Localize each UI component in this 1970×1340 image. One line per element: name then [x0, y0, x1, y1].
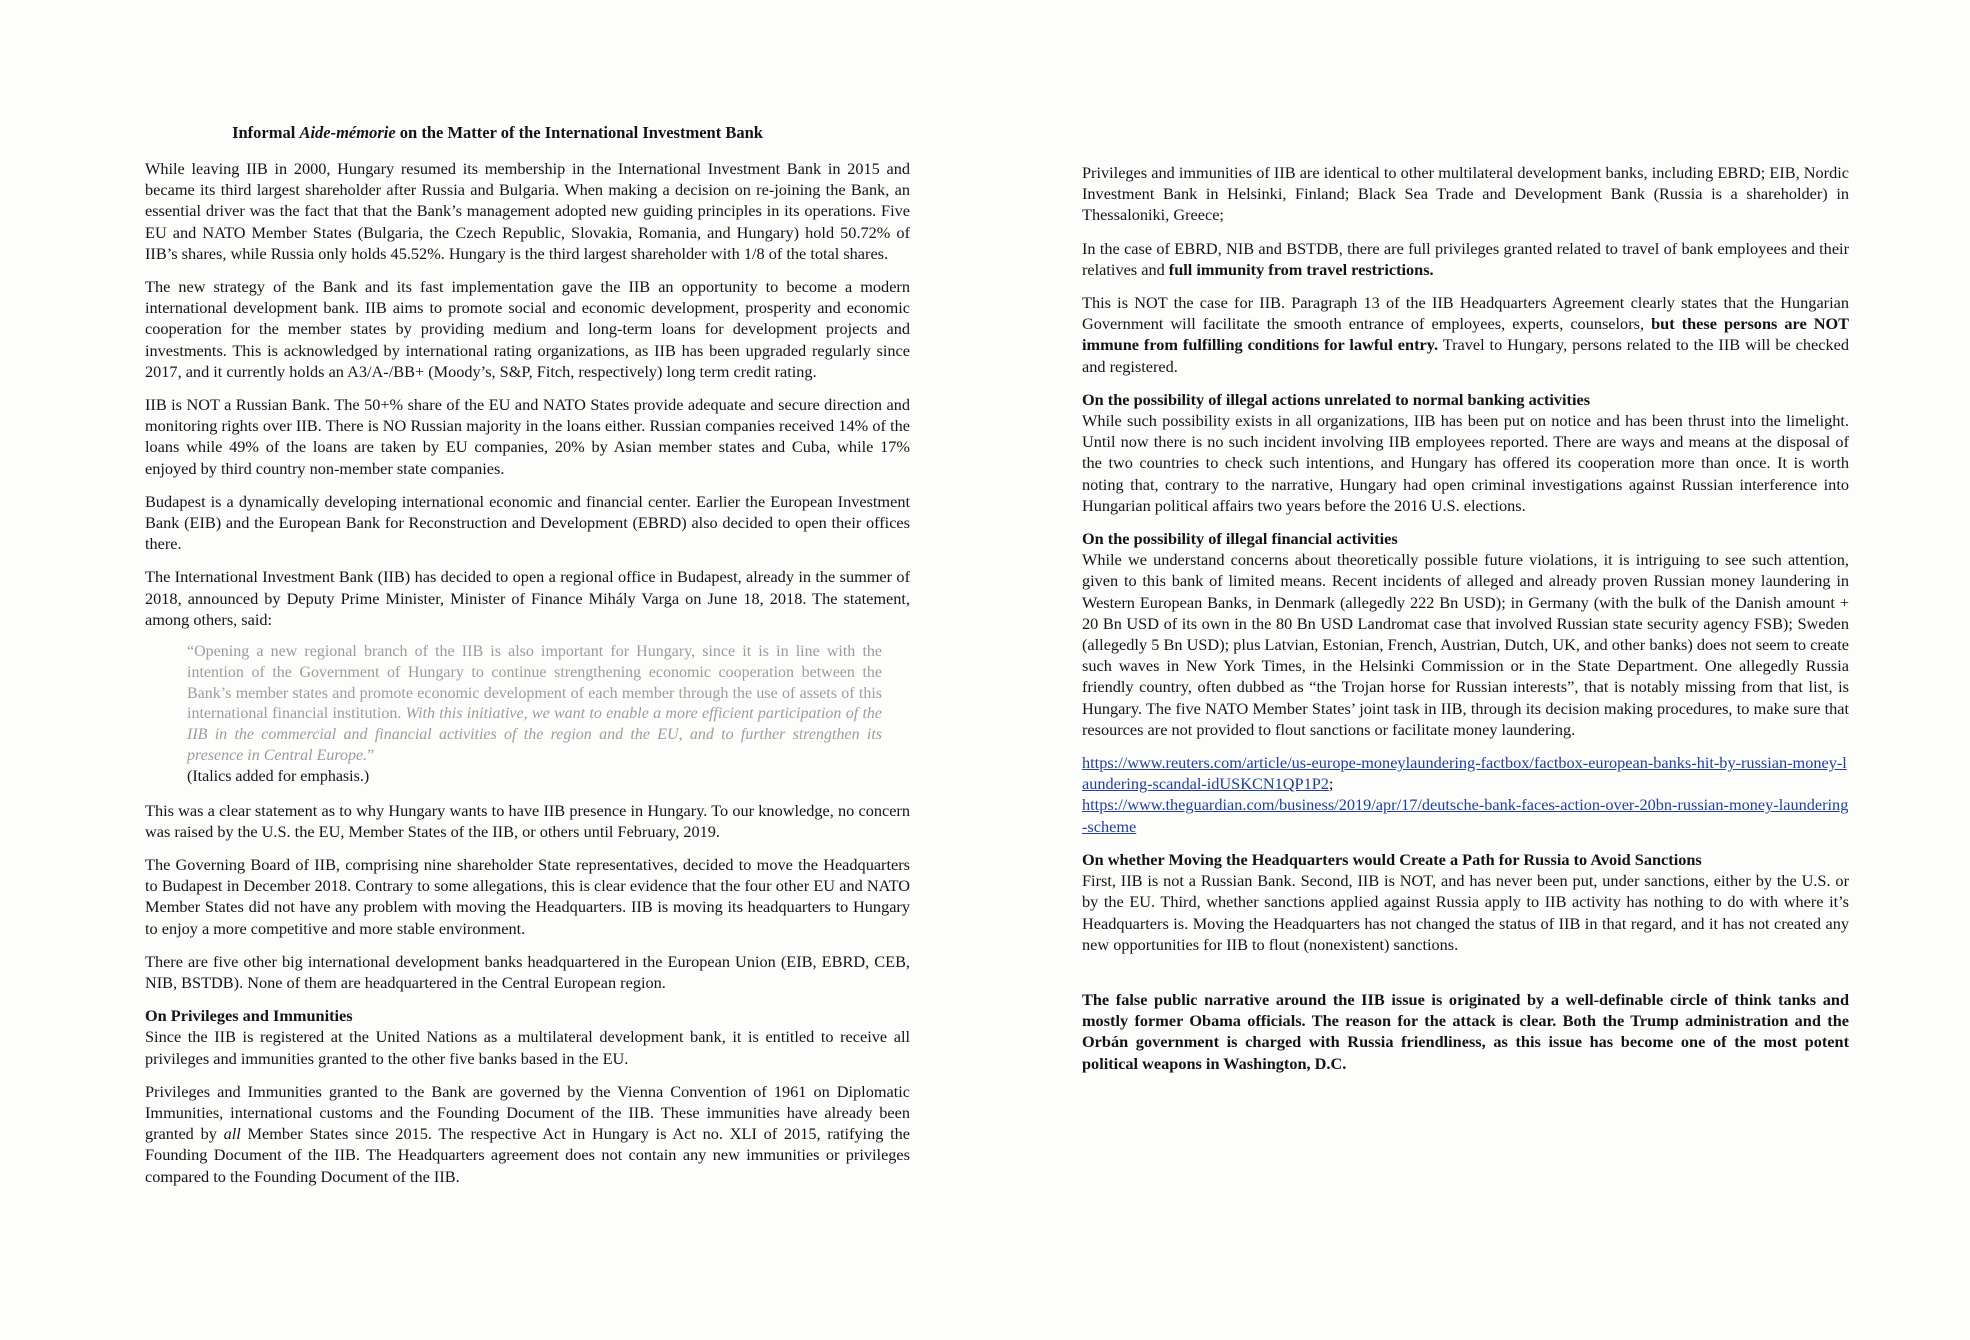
paragraph: The new strategy of the Bank and its fast implementation gave the IIB an opportunity to become a modern international development bank. IIB aims to promote social and economic development, prosperity and economic cooperation for the member states by providing medium and long-term loans for development projects and investments. This is acknowledged by international rating organizations, as IIB has been upgraded regularly since 2017, and it currently holds an A3/A-/BB+ (Moody’s, S&P, Fitch, respectively) long term credit rating.	[145, 277, 910, 381]
section-heading: On Privileges and Immunities	[145, 1006, 353, 1026]
block-quote	[187, 642, 882, 788]
paragraph-bold: but these persons are NOT immune from fulfilling conditions for lawful entry.	[1082, 314, 1849, 355]
paragraph-italic: all	[223, 1124, 241, 1144]
quote-italic-text: With this initiative, we want to enable a more efficient participation of the IIB in the commercial and financial activities of the region and the EU, and to further strengthen its presence in Central Europe.	[187, 705, 882, 765]
paragraph	[1082, 238, 1849, 280]
section-heading: On the possibility of illegal financial activities	[1082, 529, 1398, 549]
left-page	[145, 122, 910, 1187]
paragraph-text: Member States since 2015. The respective Act in Hungary is Act no. XLI of 2015, ratifying the Founding Document of the IIB. The Headquarters agreement does not contain any new immunities or privileges compared to the Founding Document of the IIB.	[145, 1124, 911, 1186]
paragraph: Budapest is a dynamically developing international economic and financial center. Earlier the European Investment Bank (EIB) and the European Bank for Reconstruction and Development (EBRD) also decided to open their offices there.	[145, 491, 910, 554]
right-page	[1082, 162, 1849, 1074]
paragraph-text: Travel to Hungary, persons related to the IIB will be checked and registered.	[1082, 335, 1849, 376]
paragraph: While such possibility exists in all organizations, IIB has been put on notice and has been thrust into the limelight. Until now there is no such incident involving IIB employees reported. There are ways and means at the disposal of the two countries to check such intentions, and Hungary has offered its cooperation more than once. It is worth noting that, contrary to the narrative, Hungary had open criminal investigations against Russian interference into Hungarian political affairs two years before the 2016 U.S. elections.	[1082, 411, 1849, 515]
paragraph: This was a clear statement as to why Hungary wants to have IIB presence in Hungary. To our knowledge, no concern was raised by the U.S. the EU, Member States of the IIB, or others until February, 2019.	[145, 800, 910, 841]
document-title	[145, 122, 910, 143]
paragraph: Privileges and immunities of IIB are identical to other multilateral development banks, including EBRD; EIB, Nordic Investment Bank in Helsinki, Finland; Black Sea Trade and Development Bank (Russia is a shareholder) in Thessaloniki, Greece;	[1082, 163, 1849, 225]
paragraph: First, IIB is not a Russian Bank. Second, IIB is NOT, and has never been put, under sanctions, either by the U.S. or by the EU. Third, whether sanctions applied against Russia apply to IIB activity has nothing to do with where it’s Headquarters is. Moving the Headquarters has not changed the status of IIB in that regard, and it has not created any new opportunities for IIB to flout (nonexistent) sanctions.	[1082, 871, 1849, 954]
quote-text: “Opening a new regional branch of the IIB is also important for Hungary, since it is in line with the intention of the Government of Hungary to continue strengthening economic cooperation between the Bank’s member states and promote economic development of each member through the use of assets of this international financial institution.	[187, 643, 882, 723]
paragraph: There are five other big international development banks headquartered in the European Union (EIB, EBRD, CEB, NIB, BSTDB). None of them are headquartered in the Central European region.	[145, 951, 910, 993]
reuters-link[interactable]: https://www.reuters.com/article/us-europe-moneylaundering-factbox/factbox-european-banks-hit-by-russian-money-laundering-scandal-idUSKCN1QP1P2	[1082, 753, 1847, 794]
paragraph: The International Investment Bank (IIB) has decided to open a regional office in Budapest, already in the summer of 2018, announced by Deputy Prime Minister, Minister of Finance Mihály Varga on June 18, 2018. The statement, among others, said:	[145, 567, 910, 629]
title-text: Informal	[232, 123, 300, 142]
link-separator: ;	[1328, 774, 1334, 794]
paragraph: IIB is NOT a Russian Bank. The 50+% share of the EU and NATO States provide adequate and secure direction and monitoring rights over IIB. There is NO Russian majority in the loans either. Russian companies received 14% of the loans while 49% of the loans are taken by EU companies, 20% by Asian member states and Cuba, while 17% enjoyed by third country non-member state companies.	[145, 395, 910, 478]
paragraph: Since the IIB is registered at the United Nations as a multilateral development bank, it is entitled to receive all privileges and immunities granted to the other five banks based in the EU.	[145, 1027, 910, 1068]
section-heading: On the possibility of illegal actions unrelated to normal banking activities	[1082, 389, 1591, 409]
paragraph-text: Privileges and Immunities granted to the Bank are governed by the Vienna Convention of 1961 on Diplomatic Immunities, international customs and the Founding Document of the IIB. These immunities have already been granted by	[145, 1081, 910, 1144]
paragraph	[145, 1081, 910, 1187]
quote-close: ”	[367, 747, 375, 765]
paragraph-bold: full immunity from travel restrictions.	[1168, 259, 1434, 279]
paragraph: The Governing Board of IIB, comprising nine shareholder State representatives, decided to move the Headquarters to Budapest in December 2018. Contrary to some allegations, this is clear evidence that the four other EU and NATO Member States did not have any problem with moving the Headquarters. IIB is moving its headquarters to Hungary to enjoy a more competitive and more stable environment.	[145, 855, 910, 938]
quote-note: (Italics added for emphasis.)	[187, 767, 370, 785]
section-heading: On whether Moving the Headquarters would Create a Path for Russia to Avoid Sanctions	[1082, 849, 1702, 869]
title-text-rest: on the Matter of the International Investment Bank	[395, 123, 763, 142]
guardian-link[interactable]: https://www.theguardian.com/business/2019/apr/17/deutsche-bank-faces-action-over-20bn-russian-money-laundering-scheme	[1082, 795, 1849, 836]
paragraph-text: In the case of EBRD, NIB and BSTDB, there are full privileges granted related to travel of bank employees and their relatives and	[1082, 238, 1849, 279]
paragraph: While we understand concerns about theoretically possible future violations, it is intriguing to see such attention, given to this bank of limited means. Recent incidents of alleged and already proven Russian money laundering in Western European Banks, in Denmark (allegedly 222 Bn USD); in Germany (with the bulk of the Danish amount + 20 Bn USD of its own in the 80 Bn USD Landromat case that involved Russian state security agency FSB); Sweden (allegedly 5 Bn USD); plus Latvian, Estonian, French, Austrian, Dutch, UK, and other banks) does not seem to create such waves in New York Times, in the Helsinki Commission or in the State Department. One allegedly Russia friendly country, often dubbed as “the Trojan horse for Russian interests”, that is notably missing from that list, is Hungary. The five NATO Member States’ joint task in IIB, through its decision making procedures, to make sure that resources are not provided to flout sanctions or facilitate money laundering.	[1082, 550, 1849, 739]
title-italic-text: Aide-mémorie	[299, 123, 396, 142]
paragraph-text: This is NOT the case for IIB. Paragraph 13 of the IIB Headquarters Agreement clearly states that the Hungarian Government will facilitate the smooth entrance of employees, experts, counselors,	[1082, 293, 1849, 334]
links-block	[1082, 752, 1849, 837]
closing-statement: The false public narrative around the IIB issue is originated by a well-definable circle of think tanks and mostly former Obama officials. The reason for the attack is clear. Both the Trump administration and the Orbán government is charged with Russia friendliness, as this issue has become one of the most potent political weapons in Washington, D.C.	[1082, 989, 1849, 1073]
paragraph	[1082, 292, 1849, 377]
paragraph: While leaving IIB in 2000, Hungary resumed its membership in the International Investment Bank in 2015 and became its third largest shareholder after Russia and Bulgaria. When making a decision on re-joining the Bank, an essential driver was the fact that that the Bank’s management adopted new guiding principles in its operations. Five EU and NATO Member States (Bulgaria, the Czech Republic, Slovakia, Romania, and Hungary) hold 50.72% of IIB’s shares, while Russia only holds 45.52%. Hungary is the third largest shareholder with 1/8 of the total shares.	[145, 159, 910, 263]
